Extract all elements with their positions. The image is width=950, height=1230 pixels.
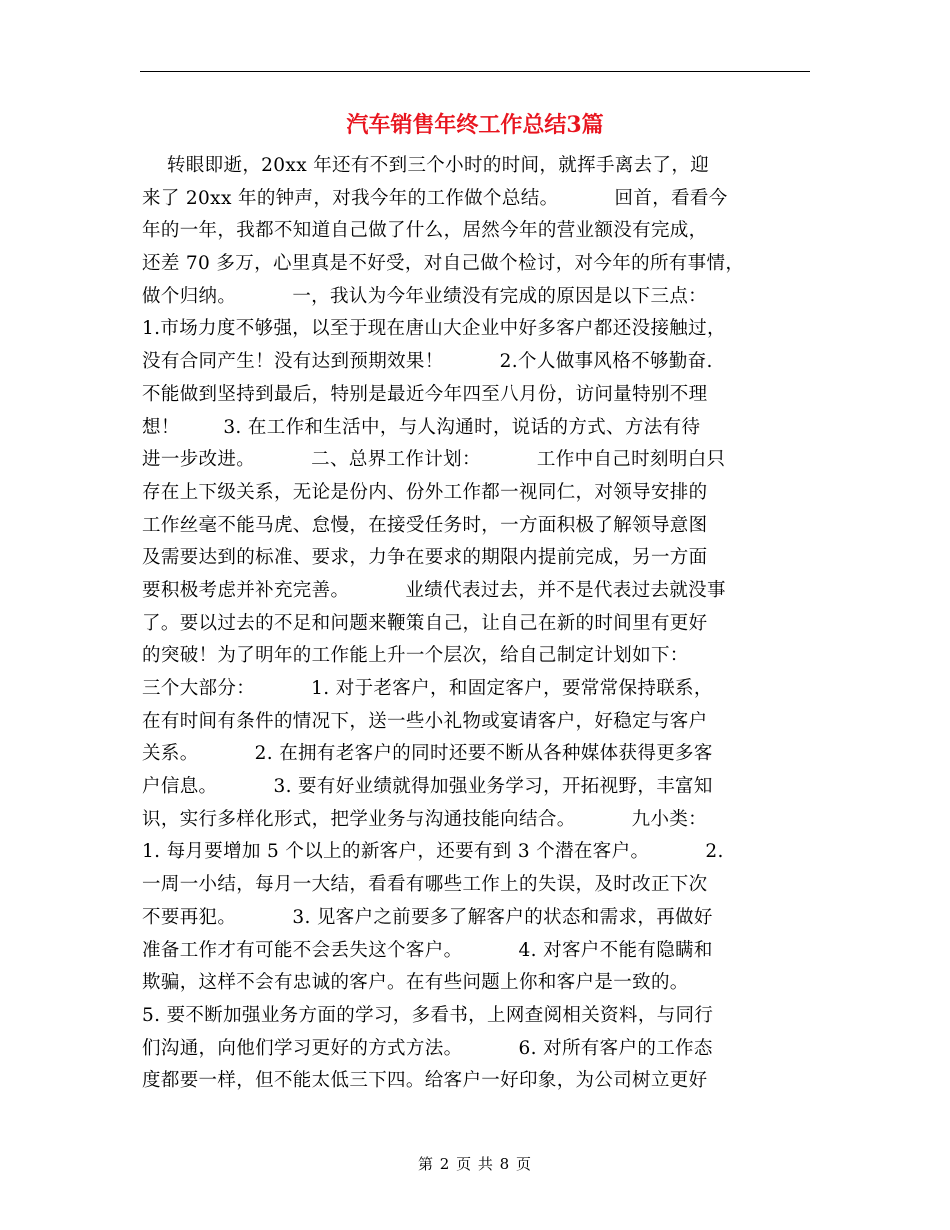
body-line-6: 1.市场力度不够强，以至于现在唐山大企业中好多客户都还没接触过， [142, 318, 726, 340]
body-line-19: 关系。 2. 在拥有老客户的同时还要不断从各种媒体获得更多客 [142, 743, 713, 765]
body-line-25: 准备工作才有可能不会丢失这个客户。 4. 对客户不能有隐瞒和 [142, 939, 713, 961]
body-line-9: 想！ 3. 在工作和生活中，与人沟通时，说话的方式、方法有待 [142, 416, 701, 438]
header-rule [140, 71, 810, 72]
body-line-17: 三个大部分： 1. 对于老客户，和固定客户，要常常保持联系， [142, 678, 713, 699]
body-line-16: 的突破！为了明年的工作能上升一个层次，给自己制定计划如下： [142, 645, 689, 667]
body-line-22: 1. 每月要增加 5 个以上的新客户，还要有到 3 个潜在客户。 2. [142, 841, 724, 863]
body-line-18: 在有时间有条件的情况下，送一些小礼物或宴请客户，好稳定与客户 [142, 710, 708, 732]
body-line-10: 进一步改进。 二、总界工作计划： 工作中自己时刻明白只 [142, 449, 726, 471]
body-line-23: 一周一小结，每月一大结，看看有哪些工作上的失误，及时改正下次 [142, 874, 708, 896]
body-line-8: 不能做到坚持到最后，特别是最近今年四至八月份，访问量特别不理 [142, 383, 708, 405]
body-line-15: 了。要以过去的不足和问题来鞭策自己，让自己在新的时间里有更好 [142, 612, 708, 634]
body-line-12: 工作丝毫不能马虎、怠慢，在接受任务时，一方面积极了解领导意图 [142, 514, 708, 536]
body-line-29: 度都要一样，但不能太低三下四。给客户一好印象，为公司树立更好 [142, 1070, 708, 1092]
body-line-24: 不要再犯。 3. 见客户之前要多了解客户的状态和需求，再做好 [142, 906, 713, 928]
page-number-footer: 第 2 页 共 8 页 [418, 1155, 532, 1173]
document-body [142, 150, 812, 1098]
body-line-1: 转眼即逝，20xx 年还有不到三个小时的时间，就挥手离去了，迎 [142, 155, 710, 176]
body-line-28: 们沟通，向他们学习更好的方式方法。 6. 对所有客户的工作态 [142, 1037, 713, 1059]
body-line-27: 5. 要不断加强业务方面的学习，多看书，上网查阅相关资料，与同行 [142, 1004, 714, 1026]
body-line-3: 年的一年，我都不知道自己做了什么，居然今年的营业额没有完成， [142, 220, 708, 242]
body-line-13: 及需要达到的标准、要求，力争在要求的期限内提前完成，另一方面 [142, 547, 708, 569]
body-line-14: 要积极考虑并补充完善。 业绩代表过去，并不是代表过去就没事 [142, 579, 726, 601]
document-title: 汽车销售年终工作总结3篇 [346, 112, 604, 138]
body-line-4: 还差 70 多万，心里真是不好受，对自己做个检讨，对今年的所有事情， [142, 253, 745, 275]
body-line-11: 存在上下级关系，无论是份内、份外工作都一视同仁，对领导安排的 [142, 481, 708, 503]
body-line-21: 识，实行多样化形式，把学业务与沟通技能向结合。 九小类： [142, 808, 708, 830]
body-line-5: 做个归纳。 一，我认为今年业绩没有完成的原因是以下三点： [142, 285, 708, 307]
body-line-7: 没有合同产生！没有达到预期效果！ 2.个人做事风格不够勤奋. [142, 351, 713, 373]
body-line-26: 欺骗，这样不会有忠诚的客户。在有些问题上你和客户是一致的。 [142, 972, 689, 994]
body-line-2: 来了 20xx 年的钟声，对我今年的工作做个总结。 回首，看看今 [142, 187, 728, 209]
body-line-20: 户信息。 3. 要有好业绩就得加强业务学习，开拓视野，丰富知 [142, 776, 713, 798]
